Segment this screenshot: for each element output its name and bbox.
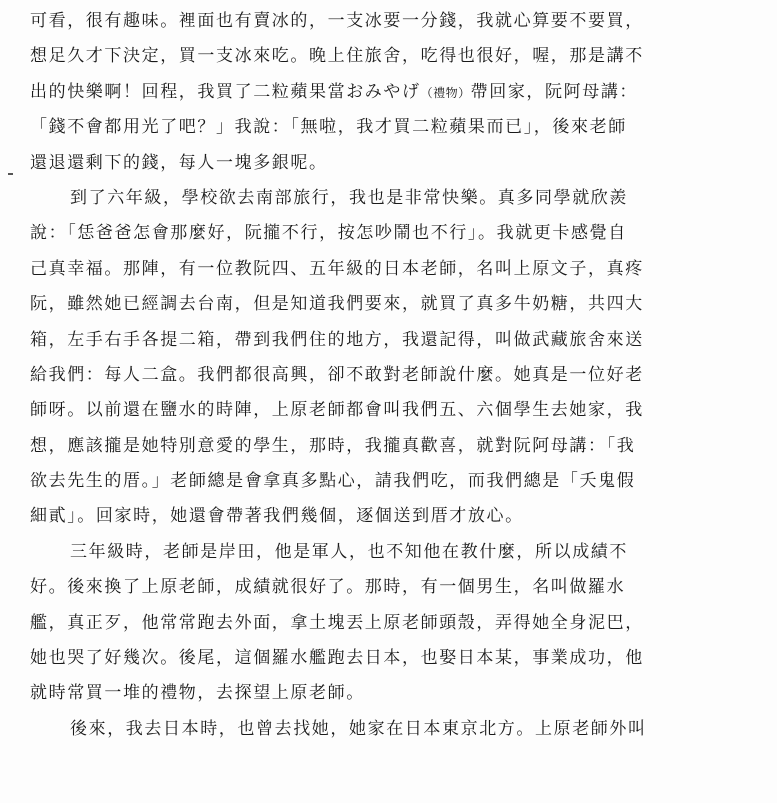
text-line xyxy=(30,75,760,110)
text-line: 細貳」。回家時，她還會帶著我們幾個，逐個送到厝才放心。 xyxy=(30,506,524,527)
text-line: 想足久才下決定，買一支冰來吃。晚上住旅舍，吃得也很好，喔，那是講不 xyxy=(30,46,644,67)
document-body xyxy=(30,4,760,747)
text-line: 可看，很有趣味。裡面也有賣冰的，一支冰要一分錢，我就心算要不要買， xyxy=(30,11,644,31)
text-line: 給我們：每人二盒。我們都很高興，卻不敢對老師說什麼。她真是一位好老 xyxy=(30,364,644,385)
text-line: 艦，真正歹，他常常跑去外面，拿土塊丟上原老師頭殼，弄得她全身泥巴， xyxy=(30,612,644,633)
text-segment: 帶回家，阮阿母講： xyxy=(470,81,639,102)
annotation-text: （禮物） xyxy=(420,85,471,100)
text-line: 「錢不會都用光了吧？」我說：「無啦，我才買二粒蘋果而已」，後來老師 xyxy=(30,117,627,138)
text-line: 想，應該攏是她特別意愛的學生，那時，我攏真歡喜，就對阮阿母講：「我 xyxy=(30,435,636,456)
text-segment: 出的快樂啊！回程，我買了二粒蘋果當おみやげ xyxy=(30,81,421,102)
text-line: 箱，左手右手各提二箱，帶到我們住的地方，我還記得，叫做武藏旅舍來送 xyxy=(30,329,644,350)
text-line: 阮，雖然她已經調去台南，但是知道我們要來，就買了真多牛奶糖，共四大 xyxy=(30,294,644,315)
text-line: 她也哭了好幾次。後尾，這個羅水艦跑去日本，也娶日本某，事業成功，他 xyxy=(30,648,644,669)
text-line: 就時常買一堆的禮物，去探望上原老師。 xyxy=(30,683,365,704)
text-line: 師呀。以前還在鹽水的時陣，上原老師都會叫我們五、六個學生去她家，我 xyxy=(30,400,644,421)
scan-speck xyxy=(8,173,13,175)
text-line: 好。後來換了上原老師，成績就很好了。那時，有一個男生，名叫做羅水 xyxy=(30,577,626,598)
paragraph-start-line: 三年級時，老師是岸田，他是軍人，也不知他在教什麼，所以成績不 xyxy=(70,541,628,562)
text-line: 說：「恁爸爸怎會那麼好，阮攏不行，按怎吵鬧也不行」。我就更卡感覺自 xyxy=(30,223,627,244)
text-line: 欲去先生的厝。」老師總是會拿真多點心，請我們吃，而我們總是「夭鬼假 xyxy=(30,471,636,492)
text-line: 己真幸福。那陣，有一位教阮四、五年級的日本老師，名叫上原文子，真疼 xyxy=(30,258,644,279)
paragraph-start-line: 到了六年級，學校欲去南部旅行，我也是非常快樂。真多同學就欣羨 xyxy=(70,187,628,208)
text-line: 還退還剩下的錢，每人一塊多銀呢。 xyxy=(30,152,328,173)
paragraph-start-line: 後來，我去日本時，也曾去找她，她家在日本東京北方。上原老師外叫 xyxy=(70,718,647,739)
